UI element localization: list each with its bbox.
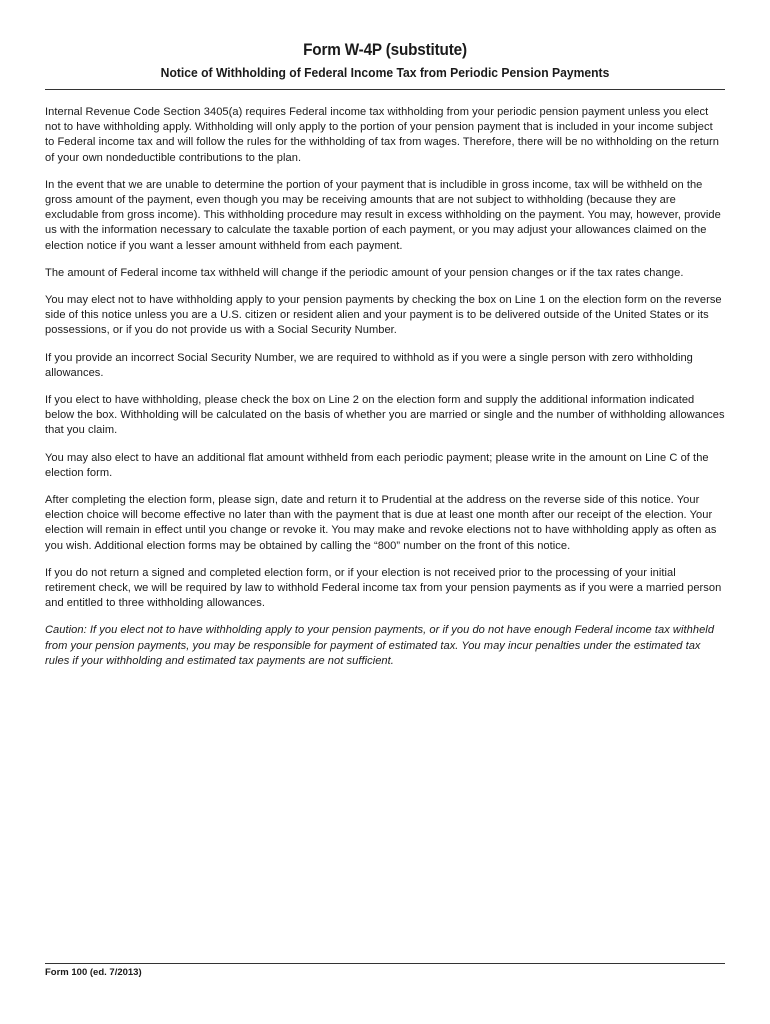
- form-edition-label: Form 100 (ed. 7/2013): [45, 967, 142, 978]
- paragraph-completing-form: After completing the election form, please sign, date and return it to Prudential at the address on the reverse side of this notice. Your election choice will become effective no later than with the payment that is due at least one month after our receipt of the election. Your election will remain in effect until you change or revoke it. You may make and revoke elections not to have withholding apply as often as you wish. Additional election forms may be obtained by calling the “800” number on the front of this notice.: [45, 494, 717, 552]
- paragraph-withholding-requirement: Internal Revenue Code Section 3405(a) requires Federal income tax withholding from your periodic pension payment unless you elect not to have withholding apply. Withholding will only apply to the portion of your pension payment that is included in your income subject to Federal income tax and will follow the rules for the withholding of tax from wages. Therefore, there will be no withholding on the return of your own nondeductible contributions to the plan.: [45, 106, 720, 164]
- paragraph-no-return: If you do not return a signed and completed election form, or if your election is not received prior to the processing of your initial retirement check, we will be required by law to withhold Federal income tax from your pension payments as if you were a married person and entitled to three withholding allowances.: [45, 566, 722, 610]
- paragraph-elect-not-withhold: You may elect not to have withholding apply to your pension payments by checking the box on Line 1 on the election form on the reverse side of this notice unless you are a U.S. citizen or resident alien and your payment is to be delivered outside of the United States or its possessions, or if you do not provide us with a Social Security Number.: [45, 294, 722, 337]
- form-title: Form W-4P (substitute): [303, 40, 467, 59]
- paragraph-additional-amount: You may also elect to have an additional flat amount withheld from each periodic payment; please write in the amount on Line C of the election form.: [45, 451, 709, 479]
- paragraph-elect-withholding: If you elect to have withholding, please check the box on Line 2 on the election form and supply the additional information indicated below the box. Withholding will be calculated on the basis of whether you are married or single and the number of withholding allowances that you claim.: [45, 394, 725, 437]
- caution-note: Caution: If you elect not to have withholding apply to your pension payments, or if you do not have enough Federal income tax withheld from your pension payments, you may be responsible for payment of estimated tax. You may incur penalties under the estimated tax rules if your withholding and estimated tax payments are not sufficient.: [45, 624, 715, 667]
- paragraph-gross-amount: In the event that we are unable to determine the portion of your payment that is includible in gross income, tax will be withheld on the gross amount of the payment, even though you may be receiving amounts that are not subject to withholding (because they are excludable from gross income). This withholding procedure may result in excess withholding on the payment. You may, however, provide us with the information necessary to calculate the taxable portion of each payment, or you may adjust your allowances claimed on the election notice if you want a lesser amount withheld from each payment.: [45, 178, 721, 252]
- title-divider: [45, 89, 725, 90]
- form-subtitle: Notice of Withholding of Federal Income Tax from Periodic Pension Payments: [160, 65, 610, 80]
- notice-body: [45, 105, 725, 681]
- footer-divider: [45, 963, 725, 964]
- paragraph-incorrect-ssn: If you provide an incorrect Social Security Number, we are required to withhold as if you were a single person with zero withholding allowances.: [45, 351, 693, 379]
- paragraph-amount-change: The amount of Federal income tax withheld will change if the periodic amount of your pension changes or if the tax rates change.: [45, 266, 684, 279]
